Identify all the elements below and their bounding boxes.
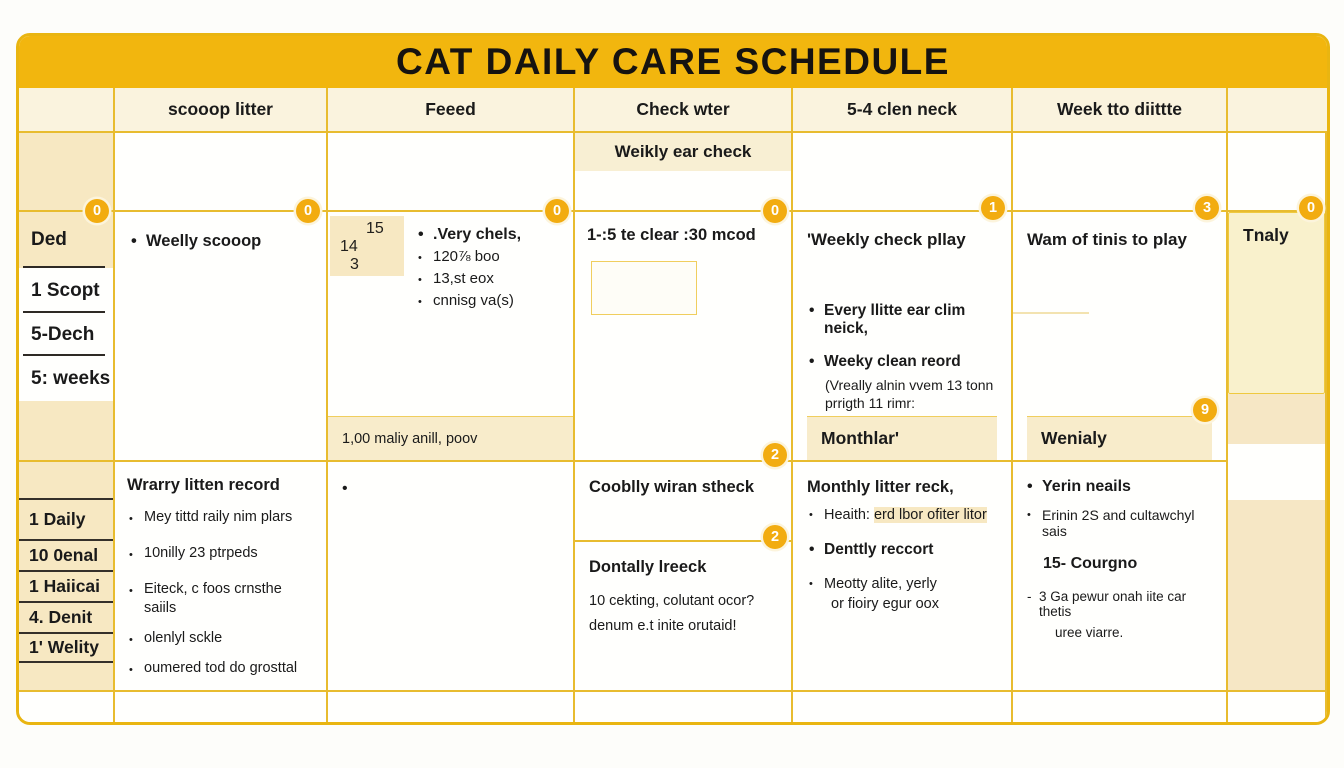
scoop-item: • olenlyl sckle — [127, 629, 314, 648]
week-sub-cell — [1013, 133, 1226, 210]
status-badge: 1 — [981, 196, 1005, 220]
week-bottom-cell — [1013, 690, 1226, 722]
side-row2 — [19, 460, 113, 690]
water-empty-box — [591, 261, 697, 315]
neck-sub-cell — [793, 133, 1011, 210]
side-row1 — [19, 210, 113, 460]
water-mid-line: 10 cekting, colutant ocor? — [589, 593, 755, 609]
week-play-title: Wam of tinis to play — [1027, 230, 1187, 249]
status-badge: 0 — [1299, 196, 1323, 220]
column-daily-right — [1228, 133, 1327, 722]
daily-label: Tnaly — [1243, 225, 1289, 245]
scoop-row2 — [115, 460, 326, 690]
side-bottom-cell — [19, 690, 113, 722]
side-label: Ded — [19, 212, 113, 268]
header-row — [19, 88, 1327, 133]
week-row1 — [1013, 210, 1226, 460]
table-body — [19, 133, 1327, 722]
neck-monthly-line: • Meotty alite, yerly — [807, 576, 997, 592]
status-badge: 0 — [545, 199, 569, 223]
daily-tan-band — [1228, 394, 1325, 444]
neck-row1 — [793, 210, 1011, 460]
feed-item: • cnnisg va(s) — [416, 290, 573, 311]
water-ear-check-band — [575, 133, 791, 171]
feed-number: 3 — [350, 256, 359, 273]
daily-cell — [1228, 212, 1325, 394]
neck-row2 — [793, 460, 1011, 690]
status-badge-check-low: 2 — [763, 525, 787, 549]
scoop-weekly-line: • Weelly scooop — [129, 232, 312, 251]
title-bar — [19, 36, 1327, 88]
header-cell-feed: Feeed — [328, 88, 575, 131]
side-label: 1 Scopt — [19, 268, 113, 313]
side-label: 1 Haiicai — [19, 570, 113, 601]
week-trim-line: • Erinin 2S and cultawchyl sais — [1025, 507, 1214, 539]
scoop-item: • oumered tod do grosttal — [127, 659, 314, 678]
side-label: 5-Dech — [19, 313, 113, 356]
neck-note-line: prrigth 11 rimr: — [825, 395, 915, 411]
column-feed — [328, 133, 575, 722]
neck-footer-band — [807, 416, 997, 460]
page-title: CAT DAILY CARE SCHEDULE — [396, 41, 950, 82]
column-scoop-litter — [115, 133, 328, 722]
scoop-item: • Eiteck, c foos crnsthe saiils — [127, 580, 314, 618]
week-footer-text: Wenialy — [1041, 428, 1107, 448]
feed-row2 — [328, 460, 573, 690]
neck-health-rest: erd lbor ofiter litor — [873, 507, 987, 523]
daily-bottom-cell — [1228, 690, 1325, 722]
header-cell-clean-neck: 5-4 clen neck — [793, 88, 1013, 131]
daily-white-band — [1228, 460, 1325, 500]
week-underline — [1013, 312, 1089, 314]
week-paw-line: - 3 Ga pewur onah iite car thetis — [1025, 589, 1214, 619]
header-cell-empty-left — [19, 88, 115, 131]
column-week-to-date — [1013, 133, 1228, 722]
water-row1 — [575, 210, 791, 460]
daily-row1 — [1228, 210, 1325, 460]
status-badge-wenialy: 9 — [1193, 398, 1217, 422]
scoop-sub-cell — [115, 133, 326, 210]
week-footer-band — [1027, 416, 1212, 460]
neck-weekly-title: 'Weekly check pllay — [807, 230, 966, 249]
side-label: 10 0enal — [19, 539, 113, 570]
feed-item: • 13,st eox — [416, 268, 573, 289]
week-nails-line: • Yerin neails — [1025, 478, 1214, 496]
water-weekly-title: Cooblly wiran stheck — [589, 478, 755, 496]
header-cell-empty-right — [1228, 88, 1327, 131]
status-badge-check-mid: 2 — [763, 443, 787, 467]
neck-bullet: • Weeky clean reord — [807, 353, 997, 371]
status-badge: 0 — [85, 199, 109, 223]
water-bottom-cell — [575, 690, 791, 722]
neck-note-line: (Vreally alnin vvem 13 tonn — [825, 377, 994, 393]
water-row2 — [575, 460, 791, 690]
neck-footer-text: Monthlar' — [821, 428, 900, 448]
header-cell-scoop-litter: scooop litter — [115, 88, 328, 131]
week-row2 — [1013, 460, 1226, 690]
scoop-item: • 10nilly 23 ptrpeds — [127, 544, 314, 563]
feed-item: • 120⅞ boo — [416, 246, 573, 267]
status-badge: 0 — [296, 199, 320, 223]
scoop-row1 — [115, 210, 326, 460]
feed-footer-text: 1,00 maliy anill, poov — [342, 430, 478, 447]
week-courgno-line: 15- Courgno — [1043, 555, 1138, 572]
neck-last-line: or fioiry egur oox — [831, 596, 939, 612]
feed-row1 — [328, 210, 573, 460]
status-badge: 0 — [763, 199, 787, 223]
neck-bottom-cell — [793, 690, 1011, 722]
feed-footer-band — [328, 416, 573, 460]
feed-bottom-cell — [328, 690, 573, 722]
neck-monthly-title: Monthly litter reck, — [807, 478, 954, 496]
side-filler — [19, 401, 113, 460]
column-check-water — [575, 133, 793, 722]
feed-number: 15 — [366, 220, 384, 237]
side-label: 4. Denit — [19, 601, 113, 632]
header-cell-check-water: Check wter — [575, 88, 793, 131]
neck-health-label: Heaith: — [824, 507, 870, 523]
water-sub-cell — [575, 133, 791, 210]
side-label: 5: weeks — [19, 356, 113, 401]
status-badge: 3 — [1195, 196, 1219, 220]
scoop-bottom-cell — [115, 690, 326, 722]
scoop-record-title: Wrarry litten record — [127, 476, 280, 494]
header-cell-week-to-date: Week tto diittte — [1013, 88, 1228, 131]
water-clear-line: 1-:5 te clear :30 mcod — [587, 226, 756, 244]
schedule-table — [16, 33, 1330, 725]
side-label: 1 Daily — [19, 498, 113, 539]
neck-bullet: • Every llitte ear clim neick, — [807, 302, 997, 338]
feed-number: 14 — [340, 238, 358, 255]
daily-row2 — [1228, 460, 1325, 690]
scoop-item: • Mey tittd raily nim plars — [127, 508, 314, 527]
water-mid-title: Dontally lreeck — [589, 558, 707, 576]
column-clean-neck — [793, 133, 1013, 722]
side-label: 1' Welity — [19, 632, 113, 663]
week-paw-line2: uree viarre. — [1055, 625, 1124, 640]
feed-sub-cell — [328, 133, 573, 210]
neck-dental-line: • Denttly reccort — [807, 541, 997, 559]
water-divider — [575, 540, 791, 542]
water-mid-line: denum e.t inite orutaid! — [589, 618, 737, 634]
neck-health-line — [807, 507, 997, 523]
daily-tan-band-2 — [1228, 500, 1325, 690]
feed-item: • .Very chels, — [416, 224, 573, 245]
feed-lone-bullet: • — [342, 480, 348, 497]
water-ear-check-text: Weikly ear check — [614, 142, 752, 161]
